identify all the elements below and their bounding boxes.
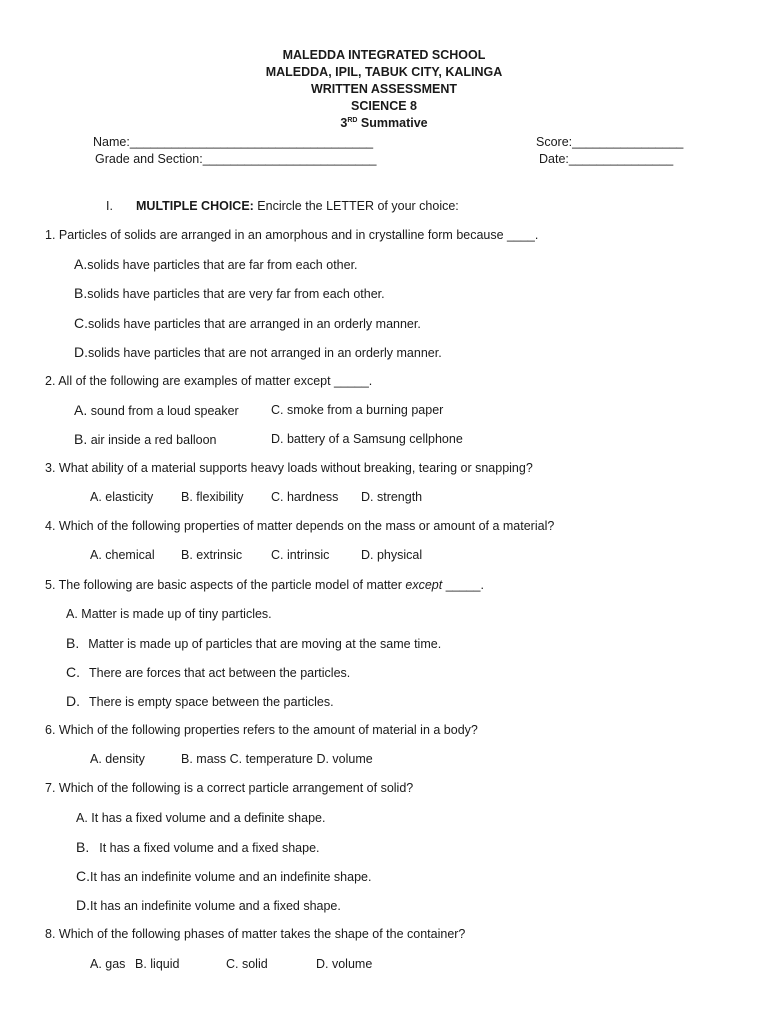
q4-option-b[interactable]: B. extrinsic <box>181 548 243 562</box>
q7-option-a[interactable]: A. It has a fixed volume and a definite shape. <box>76 811 326 825</box>
q7-option-c[interactable] <box>76 868 371 886</box>
q5-text-end: _____. <box>442 578 484 592</box>
section-heading <box>136 198 459 215</box>
q4-option-d[interactable]: D. physical <box>361 548 423 562</box>
q8-option-b[interactable]: B. liquid <box>135 957 180 971</box>
q4-option-a[interactable]: A. chemical <box>90 548 155 562</box>
q1-option-d[interactable] <box>74 344 442 362</box>
q3-option-c[interactable]: C. hardness <box>271 490 339 504</box>
q5-letter-c: C. <box>66 664 80 680</box>
q1-letter-b: B. <box>74 285 88 301</box>
q5-option-d[interactable] <box>66 693 334 711</box>
school-address: MALEDDA, IPIL, TABUK CITY, KALINGA <box>265 65 503 79</box>
q1-option-c[interactable] <box>74 315 421 333</box>
q5-text-d: There is empty space between the particles. <box>89 695 334 709</box>
q8-option-a[interactable]: A. gas <box>90 957 126 971</box>
q5-option-a[interactable]: A. Matter is made up of tiny particles. <box>66 607 272 621</box>
q5-option-c[interactable] <box>66 664 350 682</box>
q3-option-b[interactable]: B. flexibility <box>181 490 244 504</box>
name-field[interactable]: Name:___________________________________ <box>93 135 374 149</box>
score-field[interactable]: Score:________________ <box>536 135 684 149</box>
q2-letter-a: A. <box>74 402 88 418</box>
q5-text-c: There are forces that act between the particles. <box>89 666 351 680</box>
q7-letter-c: C. <box>76 868 90 884</box>
question-1: 1. Particles of solids are arranged in an amorphous and in crystalline form because ____. <box>45 228 539 242</box>
q2-option-a[interactable] <box>74 402 239 420</box>
q8-option-d[interactable]: D. volume <box>316 957 373 971</box>
q7-option-b[interactable] <box>76 839 320 857</box>
section-title: MULTIPLE CHOICE: <box>136 199 254 213</box>
q3-option-d[interactable]: D. strength <box>361 490 423 504</box>
question-4: 4. Which of the following properties of matter depends on the mass or amount of a material? <box>45 519 555 533</box>
q2-text-b: air inside a red balloon <box>87 433 217 447</box>
q1-text-a: solids have particles that are far from each other. <box>87 258 358 272</box>
q7-text-d: It has an indefinite volume and a fixed shape. <box>90 899 341 913</box>
question-5 <box>45 577 484 594</box>
q1-text-b: solids have particles that are very far from each other. <box>87 287 385 301</box>
q7-option-d[interactable] <box>76 897 341 915</box>
q6-option-a[interactable]: A. density <box>90 752 145 766</box>
q8-option-c[interactable]: C. solid <box>226 957 268 971</box>
section-instruction: Encircle the LETTER of your choice: <box>253 199 459 213</box>
q5-text-italic: except <box>405 578 443 592</box>
q7-text-c: It has an indefinite volume and an indefinite shape. <box>90 870 372 884</box>
q3-option-a[interactable]: A. elasticity <box>90 490 154 504</box>
summative-number: 3 <box>340 116 348 130</box>
q2-option-c[interactable]: C. smoke from a burning paper <box>271 403 444 417</box>
grade-section-field[interactable]: Grade and Section:_________________________ <box>95 152 377 166</box>
q7-letter-b: B. <box>76 839 90 855</box>
summative-title <box>0 115 768 132</box>
q7-text-b: It has a fixed volume and a fixed shape. <box>99 841 320 855</box>
q7-letter-d: D. <box>76 897 90 913</box>
q1-option-a[interactable] <box>74 256 358 274</box>
question-3: 3. What ability of a material supports heavy loads without breaking, tearing or snapping? <box>45 461 533 475</box>
q5-text-start: 5. The following are basic aspects of the particle model of matter <box>45 578 406 592</box>
q2-text-a: sound from a loud speaker <box>87 404 239 418</box>
q5-letter-d: D. <box>66 693 80 709</box>
summative-word: Summative <box>357 116 428 130</box>
q1-text-c: solids have particles that are arranged in an orderly manner. <box>88 317 421 331</box>
question-8: 8. Which of the following phases of matter takes the shape of the container? <box>45 927 466 941</box>
date-field[interactable]: Date:_______________ <box>539 152 674 166</box>
question-2: 2. All of the following are examples of matter except _____. <box>45 374 373 388</box>
q5-option-b[interactable] <box>66 635 441 653</box>
summative-ordinal: RD <box>347 116 358 124</box>
q6-options-bcd[interactable]: B. mass C. temperature D. volume <box>181 752 373 766</box>
assessment-title: WRITTEN ASSESSMENT <box>310 82 458 96</box>
question-6: 6. Which of the following properties refers to the amount of material in a body? <box>45 723 478 737</box>
q1-letter-c: C. <box>74 315 88 331</box>
q2-option-d[interactable]: D. battery of a Samsung cellphone <box>271 432 463 446</box>
q4-option-c[interactable]: C. intrinsic <box>271 548 330 562</box>
q2-option-b[interactable] <box>74 431 216 449</box>
q1-letter-a: A. <box>74 256 88 272</box>
q1-text-d: solids have particles that are not arranged in an orderly manner. <box>88 346 442 360</box>
question-7: 7. Which of the following is a correct particle arrangement of solid? <box>45 781 414 795</box>
q5-text-b: Matter is made up of particles that are moving at the same time. <box>88 637 442 651</box>
q2-letter-b: B. <box>74 431 88 447</box>
q5-letter-b: B. <box>66 635 80 651</box>
school-name: MALEDDA INTEGRATED SCHOOL <box>282 48 486 62</box>
section-numeral: I. <box>106 199 113 213</box>
q1-option-b[interactable] <box>74 285 385 303</box>
subject-title: SCIENCE 8 <box>351 99 417 113</box>
q1-letter-d: D. <box>74 344 88 360</box>
